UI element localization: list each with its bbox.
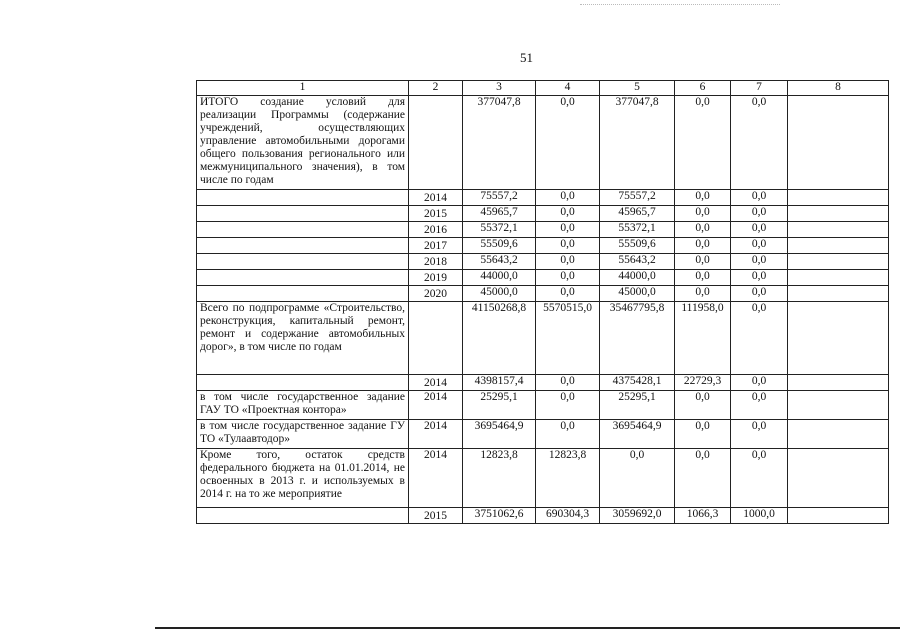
column-header: 5 [600, 81, 675, 96]
cell-value [788, 238, 889, 254]
cell-value: 55372,1 [600, 222, 675, 238]
cell-value [788, 222, 889, 238]
cell-value: 0,0 [536, 206, 600, 222]
cell-value: 0,0 [731, 238, 788, 254]
cell-value: 377047,8 [463, 96, 536, 190]
cell-value: 377047,8 [600, 96, 675, 190]
row-description [197, 508, 409, 524]
cell-value: 0,0 [731, 190, 788, 206]
cell-value: 0,0 [675, 391, 731, 420]
row-year: 2015 [409, 206, 463, 222]
cell-value [788, 96, 889, 190]
row-year: 2014 [409, 375, 463, 391]
table-row [197, 508, 889, 524]
cell-value: 55643,2 [600, 254, 675, 270]
row-year [409, 96, 463, 190]
cell-value: 0,0 [731, 449, 788, 508]
cell-value: 35467795,8 [600, 302, 675, 375]
cell-value: 0,0 [731, 286, 788, 302]
cell-value: 4398157,4 [463, 375, 536, 391]
table-row [197, 420, 889, 449]
table-row [197, 96, 889, 190]
cell-value: 44000,0 [600, 270, 675, 286]
row-year: 2017 [409, 238, 463, 254]
row-description: в том числе государственное задание ГУ ТО «Тулаавтодор» [197, 420, 409, 449]
cell-value: 0,0 [536, 222, 600, 238]
cell-value: 3695464,9 [600, 420, 675, 449]
cell-value: 3059692,0 [600, 508, 675, 524]
cell-value: 0,0 [536, 375, 600, 391]
row-description [197, 254, 409, 270]
cell-value: 0,0 [675, 420, 731, 449]
column-header: 1 [197, 81, 409, 96]
row-description [197, 222, 409, 238]
row-description: в том числе государственное задание ГАУ ТО «Проектная контора» [197, 391, 409, 420]
column-header: 6 [675, 81, 731, 96]
cell-value: 0,0 [731, 96, 788, 190]
cell-value: 3751062,6 [463, 508, 536, 524]
cell-value: 12823,8 [463, 449, 536, 508]
row-description [197, 238, 409, 254]
row-description: Кроме того, остаток средств федерального бюджета на 01.01.2014, не освоенных в 2013 г. и используемых в 2014 г. на то же мероприятие [197, 449, 409, 508]
cell-value: 45000,0 [600, 286, 675, 302]
cell-value [788, 375, 889, 391]
cell-value: 0,0 [536, 254, 600, 270]
cell-value: 0,0 [536, 190, 600, 206]
page-number: 51 [520, 50, 533, 65]
cell-value [788, 254, 889, 270]
column-header: 2 [409, 81, 463, 96]
cell-value: 45965,7 [600, 206, 675, 222]
cell-value: 0,0 [731, 222, 788, 238]
row-year: 2014 [409, 190, 463, 206]
cell-value [788, 420, 889, 449]
cell-value: 55509,6 [463, 238, 536, 254]
cell-value: 25295,1 [600, 391, 675, 420]
cell-value: 75557,2 [600, 190, 675, 206]
cell-value: 41150268,8 [463, 302, 536, 375]
row-year: 2014 [409, 391, 463, 420]
cell-value: 0,0 [675, 270, 731, 286]
row-year: 2015 [409, 508, 463, 524]
cell-value: 44000,0 [463, 270, 536, 286]
cell-value: 5570515,0 [536, 302, 600, 375]
row-description [197, 286, 409, 302]
cell-value [788, 302, 889, 375]
table-row [197, 375, 889, 391]
cell-value: 0,0 [675, 206, 731, 222]
cell-value: 111958,0 [675, 302, 731, 375]
table-row [197, 449, 889, 508]
row-description [197, 270, 409, 286]
cell-value: 0,0 [731, 302, 788, 375]
table-header-row [197, 81, 889, 96]
cell-value: 0,0 [536, 420, 600, 449]
row-description: ИТОГО создание условий для реализации Программы (содержание учреждений, осуществляющих управление автомобильными дорогами общего пользования регионального или межмуниципального значения), в том числе по годам [197, 96, 409, 190]
column-header: 7 [731, 81, 788, 96]
cell-value: 0,0 [536, 238, 600, 254]
cell-value: 55509,6 [600, 238, 675, 254]
cell-value: 0,0 [675, 286, 731, 302]
column-header: 4 [536, 81, 600, 96]
cell-value: 4375428,1 [600, 375, 675, 391]
row-description: Всего по подпрограмме «Строительство, реконструкция, капитальный ремонт, ремонт и содержание автомобильных дорог», в том числе по годам [197, 302, 409, 375]
cell-value: 0,0 [731, 420, 788, 449]
cell-value: 25295,1 [463, 391, 536, 420]
row-year [409, 302, 463, 375]
cell-value: 690304,3 [536, 508, 600, 524]
row-description [197, 206, 409, 222]
cell-value [788, 508, 889, 524]
scan-artifact [580, 4, 780, 9]
column-header: 3 [463, 81, 536, 96]
cell-value: 0,0 [536, 286, 600, 302]
cell-value: 0,0 [675, 238, 731, 254]
cell-value [788, 391, 889, 420]
cell-value: 0,0 [731, 270, 788, 286]
cell-value: 75557,2 [463, 190, 536, 206]
cell-value [788, 286, 889, 302]
cell-value: 0,0 [600, 449, 675, 508]
table-row [197, 254, 889, 270]
row-year: 2019 [409, 270, 463, 286]
cell-value: 0,0 [536, 96, 600, 190]
row-year: 2014 [409, 420, 463, 449]
row-description [197, 375, 409, 391]
row-year: 2014 [409, 449, 463, 508]
table-row [197, 206, 889, 222]
cell-value: 0,0 [675, 222, 731, 238]
cell-value: 0,0 [536, 391, 600, 420]
cell-value [788, 206, 889, 222]
cell-value: 12823,8 [536, 449, 600, 508]
footer-divider [155, 627, 900, 629]
cell-value [788, 190, 889, 206]
cell-value: 0,0 [731, 206, 788, 222]
table-row [197, 302, 889, 375]
row-description [197, 190, 409, 206]
row-year: 2020 [409, 286, 463, 302]
cell-value: 55643,2 [463, 254, 536, 270]
table-row [197, 238, 889, 254]
cell-value: 1000,0 [731, 508, 788, 524]
cell-value: 22729,3 [675, 375, 731, 391]
cell-value: 0,0 [731, 375, 788, 391]
cell-value: 0,0 [536, 270, 600, 286]
cell-value: 0,0 [675, 96, 731, 190]
table-row [197, 391, 889, 420]
cell-value: 0,0 [675, 254, 731, 270]
cell-value: 1066,3 [675, 508, 731, 524]
cell-value: 45000,0 [463, 286, 536, 302]
cell-value [788, 270, 889, 286]
cell-value: 0,0 [731, 391, 788, 420]
cell-value: 0,0 [675, 449, 731, 508]
cell-value [788, 449, 889, 508]
cell-value: 0,0 [675, 190, 731, 206]
table-row [197, 222, 889, 238]
cell-value: 45965,7 [463, 206, 536, 222]
table-row [197, 270, 889, 286]
cell-value: 55372,1 [463, 222, 536, 238]
row-year: 2016 [409, 222, 463, 238]
column-header: 8 [788, 81, 889, 96]
table-row [197, 286, 889, 302]
cell-value: 0,0 [731, 254, 788, 270]
table-row [197, 190, 889, 206]
row-year: 2018 [409, 254, 463, 270]
cell-value: 3695464,9 [463, 420, 536, 449]
budget-table [196, 80, 889, 524]
